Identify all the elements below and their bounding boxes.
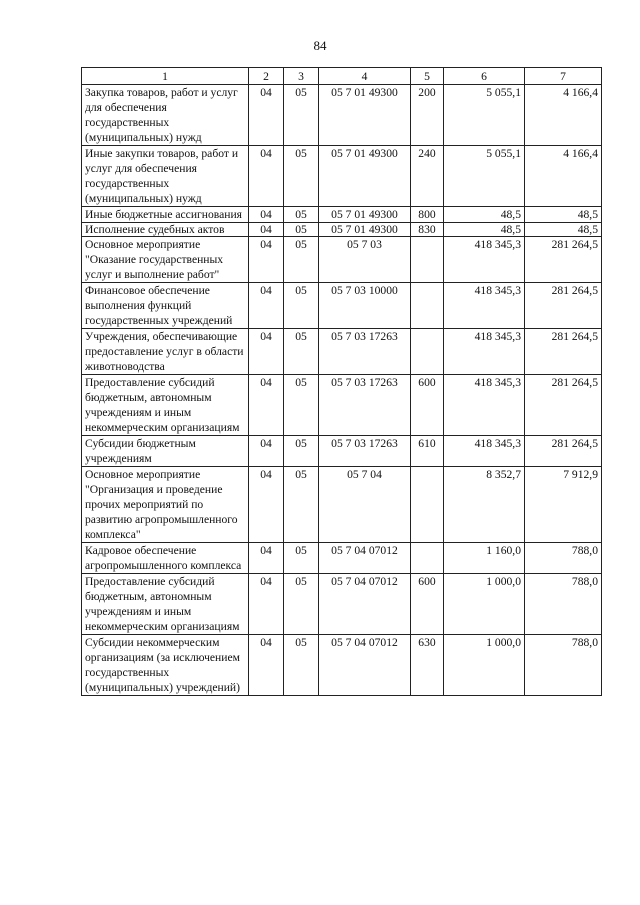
section-code-cell: 04 xyxy=(249,329,284,375)
header-row xyxy=(82,68,602,85)
section-code-cell: 04 xyxy=(249,85,284,146)
subsection-code-cell: 05 xyxy=(284,237,319,283)
expense-type-cell: 240 xyxy=(411,146,444,207)
subsection-code-cell: 05 xyxy=(284,329,319,375)
subsection-code-cell: 05 xyxy=(284,574,319,635)
expense-type-cell: 610 xyxy=(411,436,444,467)
amount-col7-cell: 788,0 xyxy=(525,574,602,635)
row-name-cell: Основное мероприятие "Оказание государственных услуг и выполнение работ" xyxy=(82,237,249,283)
expense-type-cell: 600 xyxy=(411,574,444,635)
target-article-cell: 05 7 03 17263 xyxy=(319,329,411,375)
section-code-cell: 04 xyxy=(249,283,284,329)
column-header: 6 xyxy=(444,68,525,85)
column-header: 2 xyxy=(249,68,284,85)
amount-col6-cell: 418 345,3 xyxy=(444,436,525,467)
amount-col7-cell: 48,5 xyxy=(525,207,602,223)
row-name-cell: Закупка товаров, работ и услуг для обеспечения государственных (муниципальных) нужд xyxy=(82,85,249,146)
row-name-cell: Исполнение судебных актов xyxy=(82,223,249,237)
amount-col6-cell: 48,5 xyxy=(444,223,525,237)
target-article-cell: 05 7 03 10000 xyxy=(319,283,411,329)
amount-col6-cell: 8 352,7 xyxy=(444,467,525,543)
section-code-cell: 04 xyxy=(249,207,284,223)
subsection-code-cell: 05 xyxy=(284,436,319,467)
amount-col7-cell: 48,5 xyxy=(525,223,602,237)
target-article-cell: 05 7 01 49300 xyxy=(319,207,411,223)
amount-col7-cell: 788,0 xyxy=(525,635,602,696)
section-code-cell: 04 xyxy=(249,635,284,696)
subsection-code-cell: 05 xyxy=(284,85,319,146)
amount-col7-cell: 4 166,4 xyxy=(525,146,602,207)
table-row xyxy=(82,543,602,574)
section-code-cell: 04 xyxy=(249,574,284,635)
expense-type-cell xyxy=(411,543,444,574)
subsection-code-cell: 05 xyxy=(284,207,319,223)
table-row xyxy=(82,237,602,283)
table-row xyxy=(82,207,602,223)
column-header: 5 xyxy=(411,68,444,85)
table-row xyxy=(82,283,602,329)
subsection-code-cell: 05 xyxy=(284,283,319,329)
target-article-cell: 05 7 03 17263 xyxy=(319,375,411,436)
row-name-cell: Иные бюджетные ассигнования xyxy=(82,207,249,223)
amount-col6-cell: 5 055,1 xyxy=(444,146,525,207)
row-name-cell: Учреждения, обеспечивающие предоставление услуг в области животноводства xyxy=(82,329,249,375)
target-article-cell: 05 7 01 49300 xyxy=(319,146,411,207)
subsection-code-cell: 05 xyxy=(284,146,319,207)
row-name-cell: Предоставление субсидий бюджетным, автономным учреждениям и иным некоммерческим организациям xyxy=(82,375,249,436)
table-row xyxy=(82,436,602,467)
amount-col7-cell: 281 264,5 xyxy=(525,283,602,329)
expense-type-cell xyxy=(411,329,444,375)
amount-col6-cell: 418 345,3 xyxy=(444,283,525,329)
amount-col7-cell: 788,0 xyxy=(525,543,602,574)
row-name-cell: Основное мероприятие "Организация и проведение прочих мероприятий по развитию агропромышленного комплекса" xyxy=(82,467,249,543)
amount-col7-cell: 7 912,9 xyxy=(525,467,602,543)
subsection-code-cell: 05 xyxy=(284,223,319,237)
expense-type-cell: 200 xyxy=(411,85,444,146)
amount-col7-cell: 281 264,5 xyxy=(525,329,602,375)
expense-type-cell xyxy=(411,283,444,329)
amount-col6-cell: 418 345,3 xyxy=(444,329,525,375)
column-header: 1 xyxy=(82,68,249,85)
table-row xyxy=(82,467,602,543)
expense-type-cell: 830 xyxy=(411,223,444,237)
subsection-code-cell: 05 xyxy=(284,635,319,696)
page-number: 84 xyxy=(313,38,327,53)
target-article-cell: 05 7 04 07012 xyxy=(319,543,411,574)
amount-col6-cell: 418 345,3 xyxy=(444,375,525,436)
table-row xyxy=(82,574,602,635)
expense-type-cell: 600 xyxy=(411,375,444,436)
section-code-cell: 04 xyxy=(249,436,284,467)
expense-type-cell: 800 xyxy=(411,207,444,223)
section-code-cell: 04 xyxy=(249,223,284,237)
target-article-cell: 05 7 04 xyxy=(319,467,411,543)
row-name-cell: Кадровое обеспечение агропромышленного комплекса xyxy=(82,543,249,574)
amount-col6-cell: 418 345,3 xyxy=(444,237,525,283)
amount-col7-cell: 281 264,5 xyxy=(525,237,602,283)
row-name-cell: Иные закупки товаров, работ и услуг для обеспечения государственных (муниципальных) нужд xyxy=(82,146,249,207)
column-header: 7 xyxy=(525,68,602,85)
row-name-cell: Предоставление субсидий бюджетным, автономным учреждениям и иным некоммерческим организациям xyxy=(82,574,249,635)
target-article-cell: 05 7 03 xyxy=(319,237,411,283)
amount-col7-cell: 281 264,5 xyxy=(525,436,602,467)
table-row xyxy=(82,329,602,375)
row-name-cell: Финансовое обеспечение выполнения функций государственных учреждений xyxy=(82,283,249,329)
table-row xyxy=(82,146,602,207)
amount-col6-cell: 1 000,0 xyxy=(444,574,525,635)
expense-type-cell xyxy=(411,467,444,543)
subsection-code-cell: 05 xyxy=(284,543,319,574)
subsection-code-cell: 05 xyxy=(284,375,319,436)
table-row xyxy=(82,85,602,146)
amount-col6-cell: 1 000,0 xyxy=(444,635,525,696)
column-header: 3 xyxy=(284,68,319,85)
target-article-cell: 05 7 04 07012 xyxy=(319,635,411,696)
target-article-cell: 05 7 03 17263 xyxy=(319,436,411,467)
target-article-cell: 05 7 04 07012 xyxy=(319,574,411,635)
expense-type-cell xyxy=(411,237,444,283)
target-article-cell: 05 7 01 49300 xyxy=(319,223,411,237)
column-header: 4 xyxy=(319,68,411,85)
amount-col7-cell: 4 166,4 xyxy=(525,85,602,146)
amount-col7-cell: 281 264,5 xyxy=(525,375,602,436)
section-code-cell: 04 xyxy=(249,237,284,283)
budget-table xyxy=(81,67,602,696)
table-row xyxy=(82,223,602,237)
expense-type-cell: 630 xyxy=(411,635,444,696)
amount-col6-cell: 48,5 xyxy=(444,207,525,223)
amount-col6-cell: 5 055,1 xyxy=(444,85,525,146)
section-code-cell: 04 xyxy=(249,375,284,436)
section-code-cell: 04 xyxy=(249,146,284,207)
target-article-cell: 05 7 01 49300 xyxy=(319,85,411,146)
table-row xyxy=(82,375,602,436)
table-row xyxy=(82,635,602,696)
amount-col6-cell: 1 160,0 xyxy=(444,543,525,574)
row-name-cell: Субсидии бюджетным учреждениям xyxy=(82,436,249,467)
row-name-cell: Субсидии некоммерческим организациям (за исключением государственных (муниципальных) учреждений) xyxy=(82,635,249,696)
section-code-cell: 04 xyxy=(249,467,284,543)
section-code-cell: 04 xyxy=(249,543,284,574)
subsection-code-cell: 05 xyxy=(284,467,319,543)
